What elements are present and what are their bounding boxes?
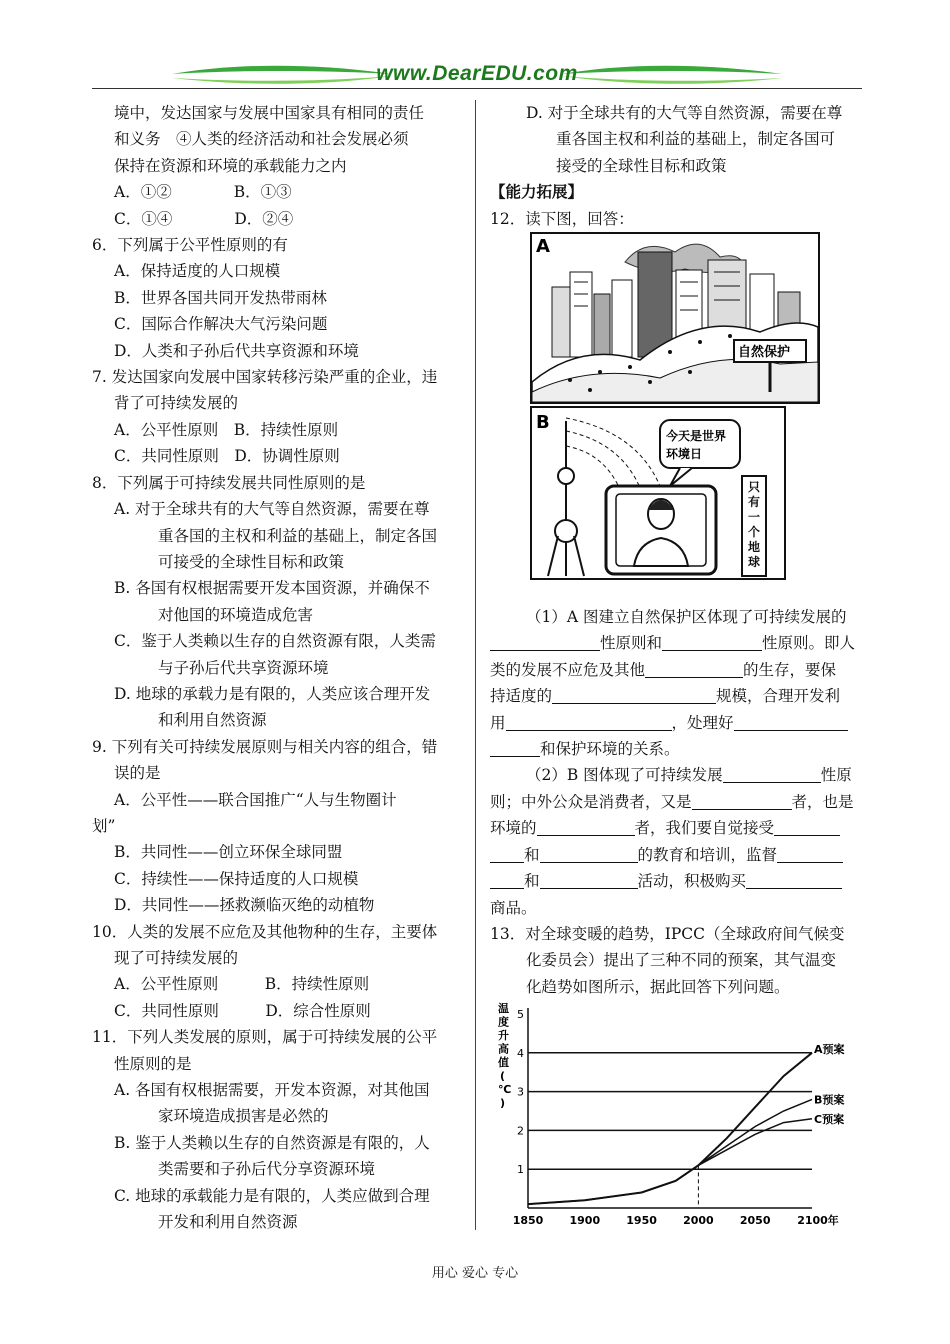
- left-column-line: 误的是: [114, 764, 161, 783]
- picture-b: [530, 406, 786, 580]
- left-column-line: C．国际合作解决大气污染问题: [114, 315, 328, 334]
- left-column-line: 10．人类的发展不应危及其他物种的生存，主要体: [92, 922, 438, 941]
- y-tick-label: 2: [517, 1124, 524, 1138]
- warming-chart-container: [490, 1000, 862, 1230]
- left-column-line: C. 地球的承载能力是有限的，人类应做到合理: [114, 1186, 430, 1205]
- header-rule: [92, 88, 862, 89]
- left-column-line: 重各国的主权和利益的基础上，制定各国: [158, 526, 438, 545]
- left-column-line: 背了可持续发展的: [114, 394, 239, 413]
- left-column-line: B．世界各国共同开发热带雨林: [114, 288, 327, 307]
- banner-char: 一: [747, 510, 760, 525]
- section-heading: 【能力拓展】: [490, 183, 584, 202]
- left-column-line: 保持在资源和环境的承载能力之内: [114, 156, 347, 175]
- q12-1-line1: （1）A 图建立自然保护区体现了可持续发展的: [526, 608, 847, 627]
- q11-option-d-line: 接受的全球性目标和政策: [556, 156, 727, 175]
- left-column-line: B. 鉴于人类赖以生存的自然资源是有限的，人: [114, 1133, 430, 1152]
- banner-char: 只: [747, 480, 760, 495]
- banner-char: 有: [747, 495, 760, 510]
- picture-a-letter: A: [536, 236, 550, 258]
- column-divider: [475, 100, 476, 1230]
- q12-2-line6: 商品。: [490, 898, 537, 917]
- q12-1-line5: 用 ，处理好: [490, 710, 862, 736]
- banner-char: 个: [747, 525, 760, 540]
- page-footer: 用心 爱心 专心: [431, 1266, 519, 1281]
- left-column-line: 和义务 ④人类的经济活动和社会发展必须: [114, 130, 409, 149]
- left-column-line: 和利用自然资源: [158, 711, 267, 730]
- y-tick-label: 3: [517, 1085, 524, 1099]
- q13-stem: [490, 921, 862, 1000]
- left-column-line: A．公平性原则 B．持续性原则: [114, 975, 370, 994]
- right-column: [490, 100, 862, 1230]
- left-column-line: A. 各国有权根据需要，开发本资源，对其他国: [114, 1081, 430, 1100]
- left-column-line: A．保持适度的人口规模: [114, 262, 281, 281]
- q12-stem: 12．读下图，回答：: [490, 209, 634, 228]
- q12-2-line2: 则；中外公众是消费者，又是 者，也是: [490, 792, 854, 811]
- left-column-line: B．共同性——创立环保全球同盟: [114, 843, 343, 862]
- left-column-line: 7. 发达国家向发展中国家转移污染严重的企业，违: [92, 368, 438, 387]
- x-tick-label: 2050: [739, 1214, 771, 1228]
- q12-2-line5: 和 活动，积极购买: [490, 868, 862, 894]
- site-logo-text: www.DearEDU.com: [376, 62, 578, 85]
- page-header: [92, 58, 862, 92]
- left-column-line: C．共同性原则 D．协调性原则: [114, 447, 340, 466]
- left-column-line: D．共同性——拯救濒临灭绝的动植物: [114, 896, 375, 915]
- left-column-line: A．①② B．①③: [114, 183, 292, 202]
- left-column-line: 对他国的环境造成危害: [158, 605, 314, 624]
- left-column-line: 类需要和子孙后代分享资源环境: [158, 1160, 376, 1179]
- q12-2-line3: 环境的 者，我们要自觉接受: [490, 815, 862, 841]
- left-column-line: D．人类和子孙后代共享资源和环境: [114, 341, 359, 360]
- x-tick-label: 1850: [512, 1214, 544, 1228]
- speech-bubble-line1: 今天是世界: [666, 429, 727, 444]
- left-column-line: 家环境造成损害是必然的: [158, 1107, 329, 1126]
- x-tick-label: 1900: [569, 1214, 601, 1228]
- speech-bubble-line2: 环境日: [666, 447, 703, 462]
- left-column-line: C．鉴于人类赖以生存的自然资源有限，人类需: [114, 632, 436, 651]
- y-axis-label-char: ℃: [498, 1083, 512, 1097]
- picture-a-drawing: [530, 232, 820, 404]
- series-label: B预案: [814, 1093, 845, 1107]
- x-tick-label: 2000: [683, 1214, 714, 1228]
- q11-option-d-line: D. 对于全球共有的大气等自然资源，需要在尊: [526, 104, 843, 122]
- x-tick-label: 2100年: [797, 1214, 839, 1228]
- left-column-line: C．共同性原则 D．综合性原则: [114, 1001, 371, 1020]
- y-axis-label-char: 值: [498, 1056, 509, 1070]
- left-column: [92, 100, 464, 1235]
- q12-1-line6: 和保护环境的关系。: [490, 736, 862, 762]
- series-label: C预案: [814, 1112, 845, 1126]
- left-column-line: 8．下列属于可持续发展共同性原则的是: [92, 473, 366, 492]
- q12-1-line2: 性原则和 性原则。即人: [490, 630, 862, 656]
- picture-b-letter: B: [536, 412, 550, 434]
- q13-stem-line: 化委员会）提出了三种不同的预案，其气温变: [526, 951, 837, 970]
- series-line-B预案: [528, 1100, 812, 1205]
- y-tick-label: 4: [517, 1046, 524, 1060]
- spacer: [490, 580, 862, 604]
- q11-option-d: [490, 100, 862, 179]
- q13-stem-line: 13．对全球变暖的趋势，IPCC（全球政府间气候变: [490, 924, 845, 943]
- y-tick-label: 5: [517, 1008, 524, 1022]
- left-column-line: 现了可持续发展的: [114, 949, 239, 967]
- banner-char: 球: [747, 555, 760, 570]
- vertical-banner-text: [744, 480, 764, 570]
- y-tick-label: 1: [517, 1163, 524, 1177]
- left-column-line: 6．下列属于公平性原则的有: [92, 236, 288, 255]
- picture-a: [530, 232, 820, 404]
- left-column-line: A．公平性原则 B．持续性原则: [114, 420, 339, 439]
- left-column-line: 划”: [92, 816, 116, 835]
- left-column-line: A. 对于全球共有的大气等自然资源，需要在尊: [114, 500, 430, 519]
- left-column-line: 11．下列人类发展的原则，属于可持续发展的公平: [92, 1028, 438, 1047]
- y-axis-label-char: 升: [498, 1029, 509, 1043]
- y-axis-label-char: 高: [498, 1042, 509, 1056]
- left-column-line: 9. 下列有关可持续发展原则与相关内容的组合，错: [92, 737, 438, 756]
- left-column-line: A．公平性——联合国推广“人与生物圈计: [114, 790, 397, 809]
- q12-2-line1: （2）B 图体现了可持续发展 性原: [526, 766, 852, 785]
- left-column-line: B. 各国有权根据需要开发本国资源，并确保不: [114, 579, 430, 598]
- q12-1-line3: 类的发展不应危及其他 的生存，要保: [490, 660, 837, 679]
- left-column-line: C．①④ D．②④: [114, 209, 294, 228]
- q12-1-line4: 持适度的 规模，合理开发利: [490, 687, 841, 706]
- warming-chart: [490, 1000, 862, 1230]
- left-column-line: C．持续性——保持适度的人口规模: [114, 869, 359, 888]
- series-label: A预案: [814, 1042, 845, 1056]
- left-column-line: D. 地球的承载力是有限的，人类应该合理开发: [114, 684, 431, 703]
- q13-stem-line: 化趋势如图所示，据此回答下列问题。: [526, 977, 790, 996]
- q12-2-line4: 和 的教育和培训，监督: [490, 842, 862, 868]
- x-tick-label: 1950: [626, 1214, 657, 1228]
- series-line-C预案: [528, 1119, 812, 1204]
- y-axis-label-char: (: [500, 1069, 506, 1083]
- nature-reserve-sign: 自然保护: [738, 345, 791, 361]
- banner-char: 地: [747, 540, 760, 555]
- left-column-line: 开发和利用自然资源: [158, 1213, 298, 1232]
- y-axis-label-char: 度: [498, 1015, 509, 1029]
- y-axis-label-char: ): [500, 1096, 506, 1110]
- y-axis-label-char: 温: [498, 1002, 509, 1016]
- left-column-line: 性原则的是: [114, 1054, 192, 1073]
- q11-option-d-line: 重各国主权和利益的基础上，制定各国可: [556, 130, 836, 149]
- left-column-line: 与子孙后代共享资源环境: [158, 658, 329, 677]
- left-column-line: 可接受的全球性目标和政策: [158, 552, 345, 571]
- left-column-line: 境中，发达国家与发展中国家具有相同的责任: [114, 104, 425, 122]
